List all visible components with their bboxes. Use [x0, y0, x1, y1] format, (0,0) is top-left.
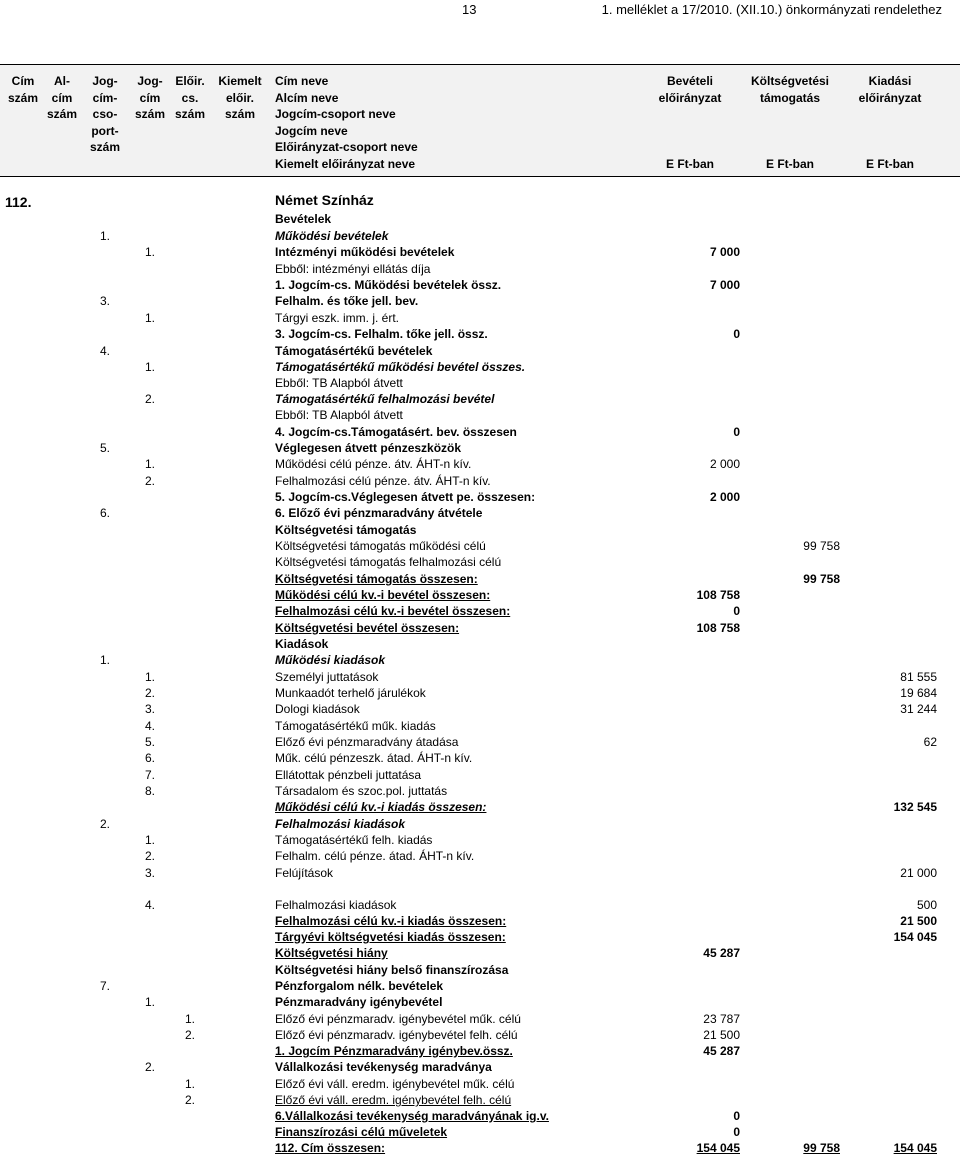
row-label: Ebből: TB Alapból átvett [275, 376, 403, 390]
table-row [0, 194, 960, 210]
row-label: 1. Jogcím Pénzmaradvány igénybev.össz. [275, 1044, 513, 1058]
expenditure-amount: 154 045 [893, 930, 937, 944]
jogcimcsoport-number: 6. [99, 506, 110, 520]
row-label: Támogatásértékű bevételek [275, 344, 433, 358]
table-row [0, 424, 960, 440]
table-row [0, 538, 960, 554]
jogcimcsoport-number: 3. [99, 294, 110, 308]
table-row [0, 293, 960, 309]
table-row [0, 1059, 960, 1075]
cim-number: 112. [5, 194, 32, 210]
row-label: Költségvetési bevétel összesen: [275, 621, 460, 635]
table-row [0, 913, 960, 929]
table-row [0, 261, 960, 277]
table-row [0, 929, 960, 945]
row-label: Munkaadót terhelő járulékok [275, 686, 426, 700]
row-label: Dologi kiadások [275, 702, 360, 716]
table-row [0, 505, 960, 521]
expenditure-amount: 81 555 [900, 670, 937, 684]
revenue-amount: 108 758 [696, 588, 740, 602]
eloir-number: 1. [184, 1012, 195, 1026]
jogcimcsoport-number: 2. [99, 817, 110, 831]
jogcim-number: 7. [144, 768, 155, 782]
row-label: 6.Vállalkozási tevékenység maradványának ig.v. [275, 1109, 549, 1123]
row-label: 3. Jogcím-cs. Felhalm. tőke jell. össz. [275, 327, 488, 341]
table-row [0, 211, 960, 227]
table-row [0, 816, 960, 832]
jogcim-number: 8. [144, 784, 155, 798]
table-row [0, 750, 960, 766]
jogcim-number: 1. [144, 360, 155, 374]
row-label: Költségvetési támogatás működési célú [275, 539, 486, 553]
jogcim-number: 2. [144, 686, 155, 700]
col-header-kiemelt: Kiemelt előir. szám [218, 74, 262, 122]
table-row [0, 554, 960, 570]
table-row [0, 718, 960, 734]
row-label: Költségvetési támogatás összesen: [275, 572, 478, 586]
row-label: Költségvetési támogatás felhalmozási célú [275, 555, 502, 569]
table-row [0, 636, 960, 652]
table-row [0, 1108, 960, 1124]
row-label: Tárgyi eszk. imm. j. ért. [275, 311, 400, 325]
row-label: Felhalm. és tőke jell. bev. [275, 294, 419, 308]
table-row [0, 767, 960, 783]
col-header-alcim: Al- cím szám [46, 74, 78, 122]
row-label: Személyi juttatások [275, 670, 379, 684]
table-row [0, 310, 960, 326]
revenue-amount: 2 000 [709, 457, 740, 471]
table-row [0, 848, 960, 864]
jogcim-number: 2. [144, 474, 155, 488]
jogcim-number: 4. [144, 719, 155, 733]
row-label: Felhalmozási kiadások [275, 898, 397, 912]
table-row [0, 375, 960, 391]
row-label: Működési célú pénze. átv. ÁHT-n kív. [275, 457, 472, 471]
row-label: Felhalmozási célú kv.-i bevétel összesen: [275, 604, 511, 618]
table-row [0, 1027, 960, 1043]
row-label: Műk. célú pénzeszk. átad. ÁHT-n kív. [275, 751, 473, 765]
row-label: Költségvetési hiány [275, 946, 388, 960]
row-label: Felújítások [275, 866, 334, 880]
row-label: Pénzforgalom nélk. bevételek [275, 979, 444, 993]
table-row [0, 652, 960, 668]
table-row [0, 1092, 960, 1108]
row-label: Működési bevételek [275, 229, 389, 243]
col-header-koltsegvetesi: Költségvetési támogatás E Ft-ban [750, 74, 830, 171]
expenditure-amount: 31 244 [900, 702, 937, 716]
jogcimcsoport-number: 5. [99, 441, 110, 455]
row-label: Működési kiadások [275, 653, 386, 667]
revenue-amount: 154 045 [696, 1141, 740, 1155]
revenue-amount: 21 500 [703, 1028, 740, 1042]
eloir-number: 2. [184, 1028, 195, 1042]
table-row [0, 359, 960, 375]
row-label: Előző évi pénzmaradvány átadása [275, 735, 459, 749]
expenditure-amount: 21 500 [900, 914, 937, 928]
col-header-jogcimcsoport: Jog- cím- cso- port- szám [89, 74, 121, 155]
row-label: Bevételek [275, 212, 332, 226]
expenditure-amount: 500 [916, 898, 937, 912]
jogcim-number: 4. [144, 898, 155, 912]
revenue-amount: 108 758 [696, 621, 740, 635]
row-label: Vállalkozási tevékenység maradványa [275, 1060, 492, 1074]
row-label: Tárgyévi költségvetési kiadás összesen: [275, 930, 506, 944]
table-row [0, 343, 960, 359]
jogcim-number: 1. [144, 245, 155, 259]
table-row [0, 1043, 960, 1059]
revenue-amount: 0 [733, 604, 740, 618]
row-label: Német Színház [275, 192, 374, 208]
table-row [0, 326, 960, 342]
table-row [0, 1124, 960, 1140]
row-label: Társadalom és szoc.pol. juttatás [275, 784, 448, 798]
col-header-jogcim: Jog- cím szám [134, 74, 166, 122]
revenue-amount: 7 000 [709, 278, 740, 292]
page-header [0, 0, 960, 22]
revenue-amount: 23 787 [703, 1012, 740, 1026]
table-row [0, 865, 960, 881]
row-label: Előző évi váll. eredm. igénybevétel felh. célú [275, 1093, 512, 1107]
table-row [0, 244, 960, 260]
table-row [0, 1076, 960, 1092]
row-label: Felhalm. célú pénze. átad. ÁHT-n kív. [275, 849, 475, 863]
revenue-amount: 0 [733, 425, 740, 439]
jogcim-number: 1. [144, 833, 155, 847]
jogcimcsoport-number: 1. [99, 653, 110, 667]
row-label: 6. Előző évi pénzmaradvány átvétele [275, 506, 483, 520]
table-row [0, 669, 960, 685]
row-label: Ebből: TB Alapból átvett [275, 408, 403, 422]
row-label: Felhalmozási célú pénze. átv. ÁHT-n kív. [275, 474, 491, 488]
row-label: Pénzmaradvány igénybevétel [275, 995, 443, 1009]
row-label: Finanszírozási célú műveletek [275, 1125, 448, 1139]
expenditure-amount: 62 [923, 735, 937, 749]
row-label: Támogatásértékű működési bevétel összes. [275, 360, 526, 374]
col-header-beveteli: Bevételi előirányzat E Ft-ban [658, 74, 722, 171]
table-row [0, 603, 960, 619]
row-label: Előző évi pénzmaradv. igénybevétel műk. célú [275, 1012, 521, 1026]
revenue-amount: 0 [733, 1109, 740, 1123]
jogcim-number: 1. [144, 311, 155, 325]
jogcim-number: 2. [144, 392, 155, 406]
row-label: Felhalmozási célú kv.-i kiadás összesen: [275, 914, 507, 928]
row-label: Előző évi váll. eredm. igénybevétel műk. célú [275, 1077, 515, 1091]
row-label: Támogatásértékű felhalmozási bevétel [275, 392, 495, 406]
jogcimcsoport-number: 1. [99, 229, 110, 243]
table-row [0, 685, 960, 701]
table-row [0, 897, 960, 913]
table-row [0, 994, 960, 1010]
table-row [0, 489, 960, 505]
revenue-amount: 0 [733, 327, 740, 341]
jogcim-number: 6. [144, 751, 155, 765]
table-row [0, 456, 960, 472]
row-label: 1. Jogcím-cs. Működési bevételek össz. [275, 278, 502, 292]
revenue-amount: 0 [733, 1125, 740, 1139]
jogcim-number: 1. [144, 995, 155, 1009]
row-label: 5. Jogcím-cs.Véglegesen átvett pe. összesen: [275, 490, 536, 504]
table-row [0, 391, 960, 407]
table-row [0, 1011, 960, 1027]
row-label: Ellátottak pénzbeli juttatása [275, 768, 422, 782]
table-row [0, 440, 960, 456]
table-row [0, 783, 960, 799]
eloir-number: 2. [184, 1093, 195, 1107]
page-number: 13 [462, 2, 477, 17]
jogcim-number: 1. [144, 457, 155, 471]
row-label: Véglegesen átvett pénzeszközök [275, 441, 462, 455]
revenue-amount: 2 000 [709, 490, 740, 504]
table-row [0, 734, 960, 750]
col-header-eloir: Előir. cs. szám [174, 74, 206, 122]
table-row [0, 571, 960, 587]
table-row [0, 832, 960, 848]
revenue-amount: 7 000 [709, 245, 740, 259]
row-label: Működési célú kv.-i bevétel összesen: [275, 588, 491, 602]
row-label: Előző évi pénzmaradv. igénybevétel felh. célú [275, 1028, 518, 1042]
table-row [0, 277, 960, 293]
col-header-kiadasi: Kiadási előirányzat E Ft-ban [858, 74, 922, 171]
table-row [0, 962, 960, 978]
expenditure-amount: 21 000 [900, 866, 937, 880]
jogcimcsoport-number: 4. [99, 344, 110, 358]
subsidy-amount: 99 758 [803, 572, 840, 586]
table-row [0, 587, 960, 603]
eloir-number: 1. [184, 1077, 195, 1091]
jogcim-number: 2. [144, 849, 155, 863]
row-label: Támogatásértékű műk. kiadás [275, 719, 436, 733]
jogcimcsoport-number: 7. [99, 979, 110, 993]
expenditure-amount: 19 684 [900, 686, 937, 700]
jogcim-number: 3. [144, 866, 155, 880]
row-label: 112. Cím összesen: [275, 1141, 386, 1155]
expenditure-amount: 132 545 [893, 800, 937, 814]
revenue-amount: 45 287 [703, 946, 740, 960]
row-label: Kiadások [275, 637, 329, 651]
table-row [0, 620, 960, 636]
jogcim-number: 2. [144, 1060, 155, 1074]
expenditure-amount: 154 045 [893, 1141, 937, 1155]
regulation-reference: 1. melléklet a 17/2010. (XII.10.) önkormányzati rendelethez [601, 2, 942, 17]
row-label: Támogatásértékű felh. kiadás [275, 833, 433, 847]
col-header-neve: Cím neve Alcím neve Jogcím-csoport neve Jogcím neve Előirányzat-csoport neve Kiemelt előirányzat neve [275, 74, 418, 171]
table-row [0, 473, 960, 489]
row-label: Felhalmozási kiadások [275, 817, 406, 831]
row-label: Költségvetési hiány belső finanszírozása [275, 963, 509, 977]
row-label: Költségvetési támogatás [275, 523, 417, 537]
jogcim-number: 1. [144, 670, 155, 684]
row-label: Ebből: intézményi ellátás díja [275, 262, 431, 276]
column-header-band [0, 64, 960, 177]
row-label: Intézményi működési bevételek [275, 245, 455, 259]
table-row [0, 945, 960, 961]
table-row [0, 701, 960, 717]
revenue-amount: 45 287 [703, 1044, 740, 1058]
col-header-cim: Cím szám [7, 74, 39, 105]
table-row [0, 228, 960, 244]
table-row [0, 799, 960, 815]
table-row [0, 407, 960, 423]
subsidy-amount: 99 758 [803, 1141, 840, 1155]
jogcim-number: 5. [144, 735, 155, 749]
table-row [0, 522, 960, 538]
jogcim-number: 3. [144, 702, 155, 716]
table-row [0, 1140, 960, 1156]
row-label: 4. Jogcím-cs.Támogatásért. bev. összesen [275, 425, 517, 439]
row-label: Működési célú kv.-i kiadás összesen: [275, 800, 487, 814]
table-row [0, 978, 960, 994]
subsidy-amount: 99 758 [803, 539, 840, 553]
